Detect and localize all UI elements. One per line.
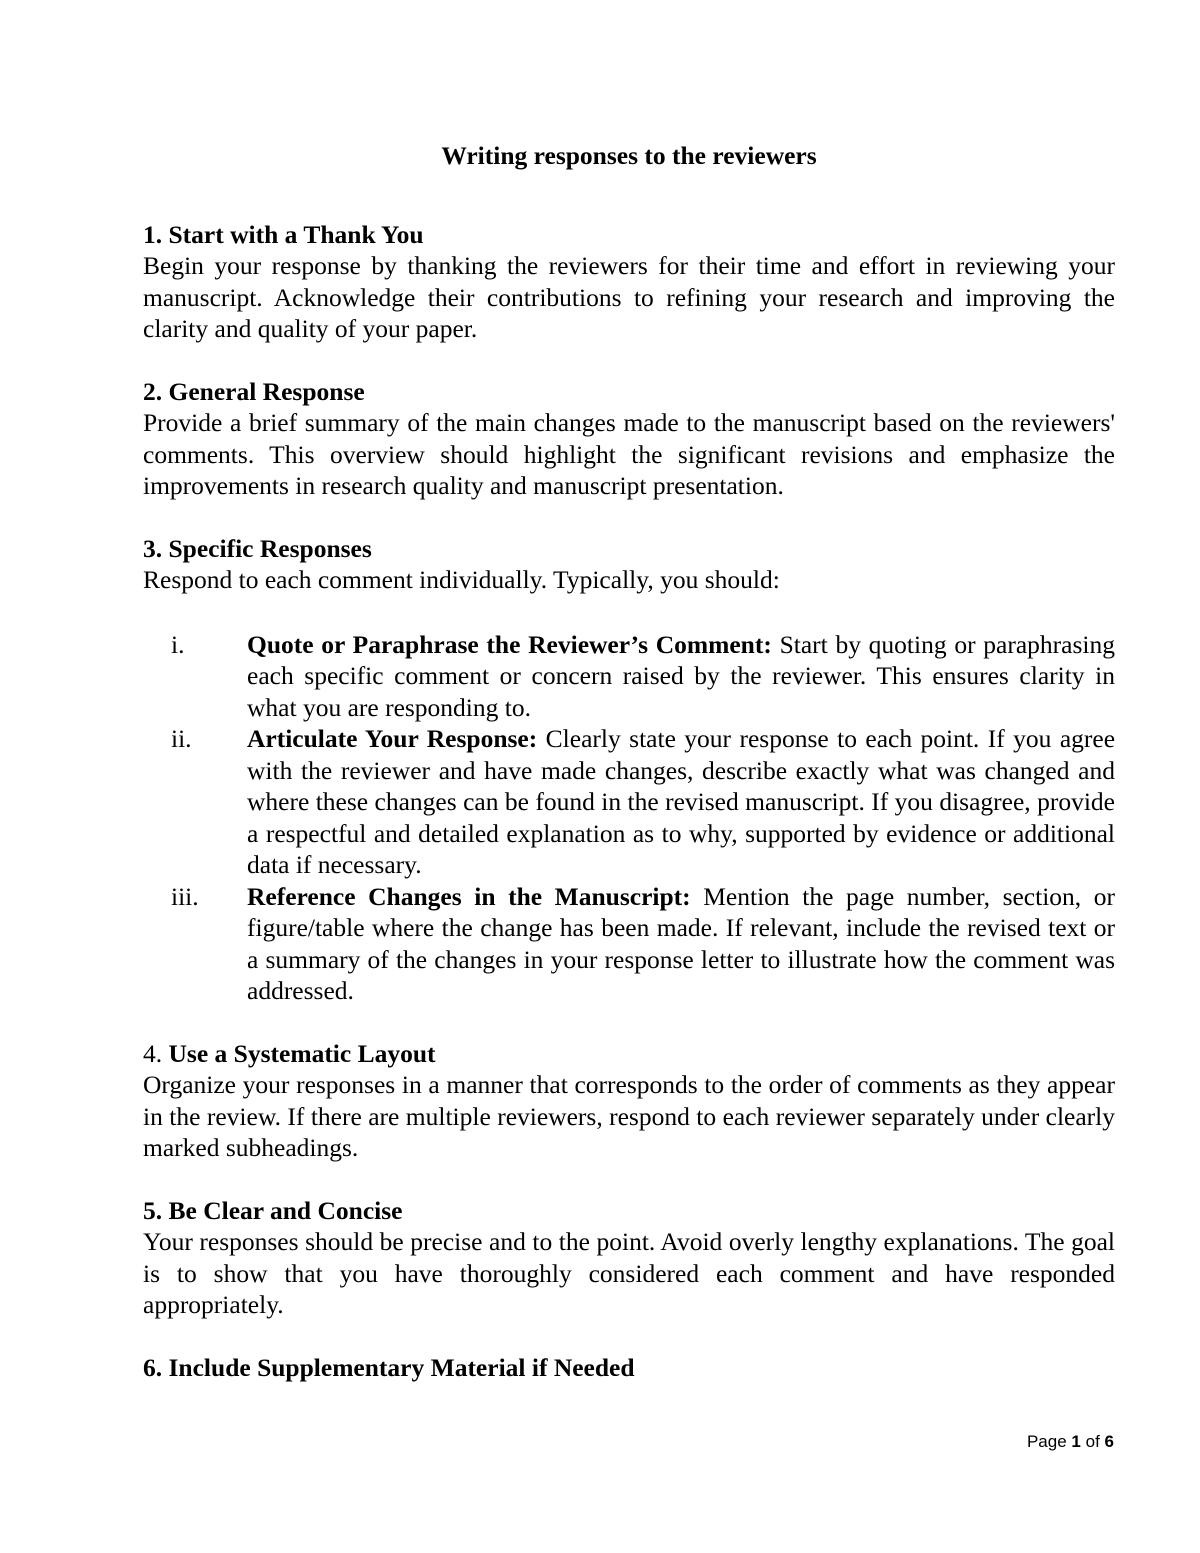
section-3-body: Respond to each comment individually. Typically, you should: bbox=[143, 565, 780, 594]
section-2-title: General Response bbox=[168, 376, 365, 406]
footer-total-pages: 6 bbox=[1104, 1432, 1114, 1451]
section-5-heading bbox=[143, 1195, 1115, 1227]
section-2-body: Provide a brief summary of the main changes made to the manuscript based on the reviewers' comments. This overview should highlight the significant revisions and emphasize the improvements in research quality and manuscript presentation. bbox=[143, 408, 1115, 500]
section-1-body: Begin your response by thanking the reviewers for their time and effort in reviewing your manuscript. Acknowledge their contributions to refining your research and improving the clarity and quality of your paper. bbox=[143, 251, 1115, 343]
section-3-heading bbox=[143, 533, 1115, 565]
section-1 bbox=[143, 219, 1115, 345]
section-3-number: 3. bbox=[143, 533, 163, 563]
list-item-marker: iii. bbox=[171, 881, 199, 911]
list-item-lead: Quote or Paraphrase the Reviewer’s Comment: bbox=[247, 629, 772, 659]
section-4-heading bbox=[143, 1038, 1115, 1070]
list-item bbox=[143, 723, 1115, 881]
section-4-body: Organize your responses in a manner that corresponds to the order of comments as they appear in the review. If there are multiple reviewers, respond to each reviewer separately under clearly marked subheadings. bbox=[143, 1070, 1115, 1162]
footer-current-page: 1 bbox=[1071, 1432, 1081, 1451]
section-4 bbox=[143, 1038, 1115, 1164]
list-item bbox=[143, 881, 1115, 1007]
section-5-number: 5. bbox=[143, 1195, 163, 1225]
list-item-lead: Articulate Your Response: bbox=[247, 724, 538, 753]
section-4-title: Use a Systematic Layout bbox=[168, 1038, 436, 1068]
list-item-text: Clearly state your response to each point. If you agree with the reviewer and have made changes, describe exactly what was changed and where these changes can be found in the revised manuscript. If you disagree, provide a respectful and detailed explanation as to why, supported by evidence or additional data if necessary. bbox=[247, 724, 1116, 879]
section-3 bbox=[143, 533, 1115, 1007]
section-4-number: 4. bbox=[143, 1038, 163, 1068]
specific-responses-list bbox=[143, 629, 1115, 1007]
section-5-title: Be Clear and Concise bbox=[168, 1195, 403, 1225]
list-item-lead: Reference Changes in the Manuscript: bbox=[247, 881, 691, 911]
list-item-marker: i. bbox=[171, 629, 185, 659]
list-item bbox=[143, 629, 1115, 724]
section-6 bbox=[143, 1352, 1115, 1384]
list-item-text: Mention the page number, section, or figure/table where the change has been made. If relevant, include the revised text or a summary of the changes in your response letter to illustrate how the comment was addressed. bbox=[247, 881, 1116, 1005]
section-3-title: Specific Responses bbox=[168, 533, 372, 563]
section-1-number: 1. bbox=[143, 219, 163, 249]
section-5 bbox=[143, 1195, 1115, 1321]
section-2 bbox=[143, 376, 1115, 502]
section-6-heading bbox=[143, 1352, 1115, 1384]
section-6-title: Include Supplementary Material if Needed bbox=[168, 1352, 635, 1382]
section-1-heading bbox=[143, 219, 1115, 251]
section-6-number: 6. bbox=[143, 1352, 163, 1382]
section-2-heading bbox=[143, 376, 1115, 408]
section-1-title: Start with a Thank You bbox=[168, 219, 424, 249]
page-footer bbox=[1027, 1432, 1114, 1452]
section-2-number: 2. bbox=[143, 376, 163, 406]
document-title: Writing responses to the reviewers bbox=[441, 141, 817, 170]
list-item-marker: ii. bbox=[171, 724, 192, 753]
section-5-body: Your responses should be precise and to the point. Avoid overly lengthy explanations. The goal is to show that you have thoroughly considered each comment and have responded appropriately. bbox=[143, 1227, 1115, 1319]
list-item-text: Start by quoting or paraphrasing each specific comment or concern raised by the reviewer. This ensures clarity in what you are responding to. bbox=[247, 629, 1115, 722]
footer-page-word: Page bbox=[1026, 1432, 1067, 1451]
document-page bbox=[143, 140, 1115, 1414]
footer-of-word: of bbox=[1085, 1432, 1100, 1451]
